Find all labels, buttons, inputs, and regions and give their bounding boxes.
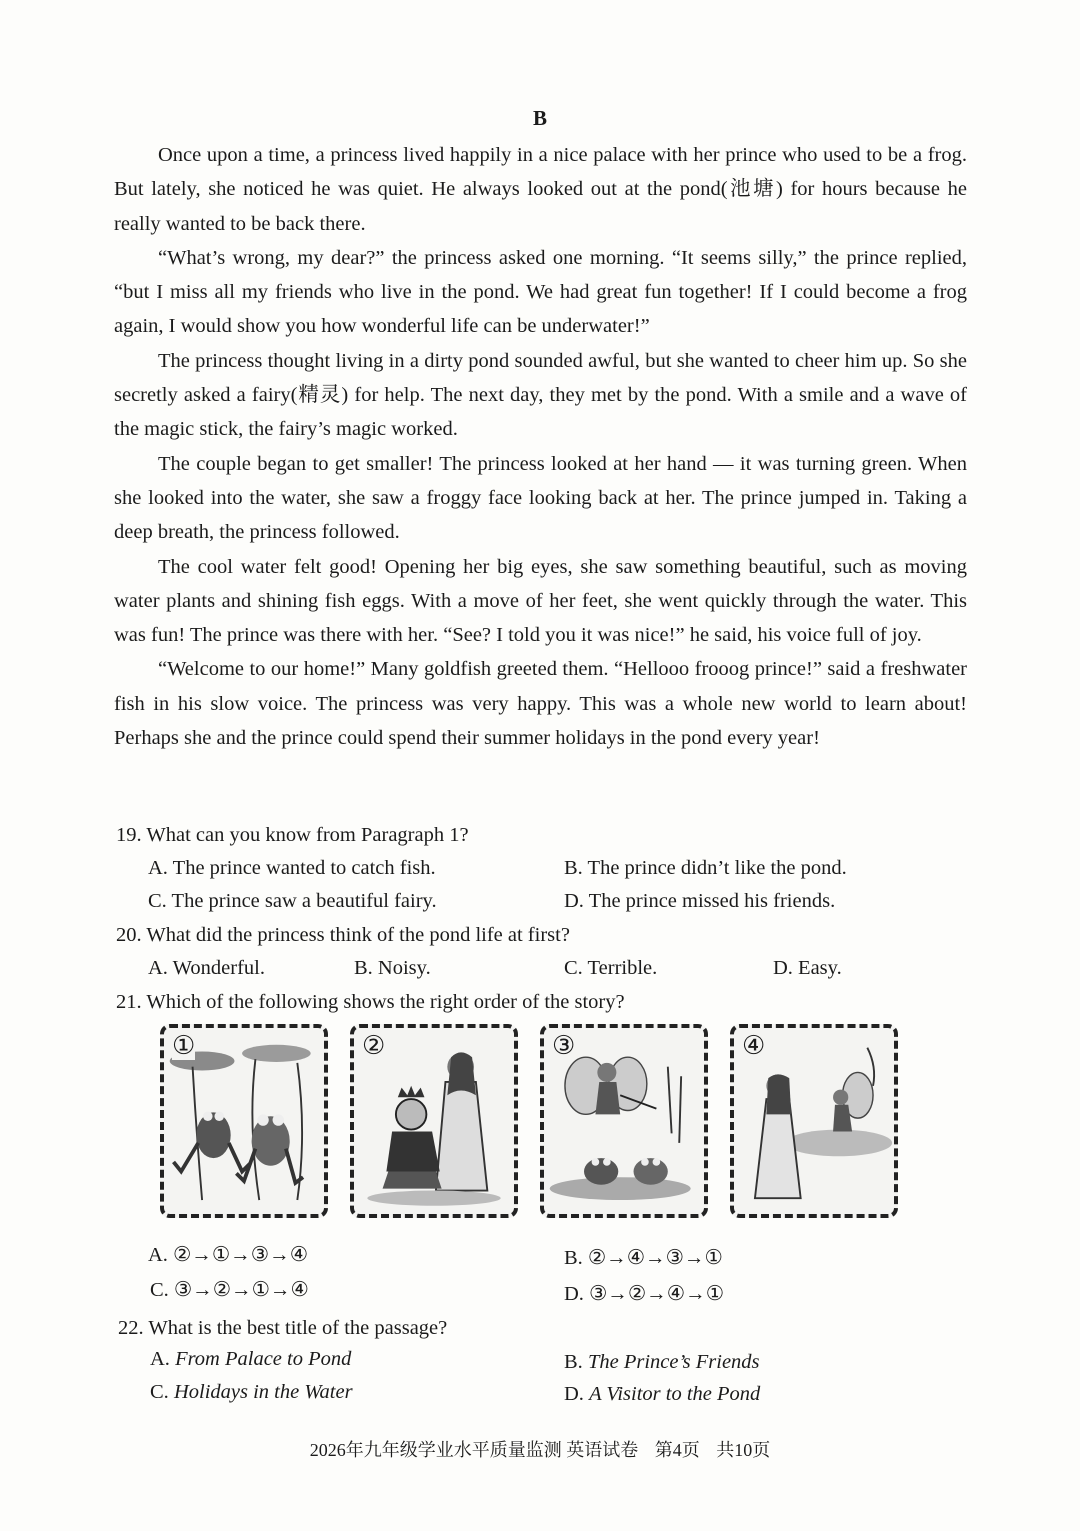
q19-option-c[interactable]: C. The prince saw a beautiful fairy. (148, 890, 437, 912)
q22-option-b[interactable] (564, 1347, 760, 1377)
q20-option-b[interactable]: B. Noisy. (354, 957, 431, 979)
q21-option-c[interactable]: C. ③→②→①→④ (150, 1279, 309, 1301)
q22-option-c[interactable] (150, 1377, 353, 1407)
q22-option-a-title: From Palace to Pond (175, 1348, 352, 1370)
q21-option-a[interactable]: A. ②→①→③→④ (148, 1244, 309, 1266)
q20-option-d[interactable]: D. Easy. (773, 957, 842, 979)
picture-4-number: ④ (742, 1031, 766, 1061)
q22-option-d-title: A Visitor to the Pond (589, 1383, 761, 1405)
picture-1-frogs (160, 1024, 328, 1218)
question-22-stem: 22. What is the best title of the passage? (118, 1317, 448, 1339)
q22-option-d-letter: D. (564, 1383, 584, 1405)
q20-option-a[interactable]: A. Wonderful. (148, 957, 265, 979)
picture-2-number: ② (362, 1031, 386, 1061)
q22-option-a[interactable] (150, 1344, 351, 1374)
footer-page-number: 第4页 (654, 1440, 700, 1460)
paragraph-5: The cool water felt good! Opening her big eyes, she saw something beautiful, such as moving water plants and shining fish eggs. With a move of her feet, she went quickly through the water. This was fun! The prince was there with her. “See? I told you it was nice!” he said, his voice full of joy. (114, 555, 967, 647)
q20-option-c[interactable]: C. Terrible. (564, 957, 658, 979)
paragraph-4: The couple began to get smaller! The princess looked at her hand — it was turning green. When she looked into the water, she saw a froggy face looking back at her. The prince jumped in. Taking a deep breath, the princess followed. (114, 452, 967, 544)
picture-1-number: ① (172, 1031, 196, 1061)
q22-option-b-letter: B. (564, 1351, 583, 1373)
paragraph-1: Once upon a time, a princess lived happily in a nice palace with her prince who used to be a frog. But lately, she noticed he was quiet. He always looked out at the pond(池塘) for hours because he really wanted to be back there. (114, 144, 967, 235)
paragraph-6: “Welcome to our home!” Many goldfish greeted them. “Hellooo frooog prince!” said a freshwater fish in his slow voice. The princess was very happy. This was a whole new world to learn about! Perhaps she and the prince could spend their summer holidays in the pond every year! (114, 658, 967, 750)
paragraph-3: The princess thought living in a dirty pond sounded awful, but she wanted to cheer him up. So she secretly asked a fairy(精灵) for help. The next day, they met by the pond. With a smile and a wave of the magic stick, the fairy’s magic worked. (114, 349, 967, 441)
footer-total-pages: 共10页 (716, 1440, 771, 1460)
paragraph-2: “What’s wrong, my dear?” the princess asked one morning. “It seems silly,” the prince replied, “but I miss all my friends who live in the pond. We had great fun together! If I could become a frog again, I would show you how wonderful life can be underwater!” (114, 246, 967, 338)
picture-2-prince-princess (350, 1024, 518, 1218)
q22-option-d[interactable] (564, 1379, 760, 1409)
section-heading: B (532, 106, 547, 130)
q22-option-b-title: The Prince’s Friends (587, 1351, 760, 1373)
picture-3-fairy-frogs (540, 1024, 708, 1218)
q19-option-d[interactable]: D. The prince missed his friends. (564, 890, 836, 912)
question-19-stem: 19. What can you know from Paragraph 1? (116, 824, 469, 846)
q22-option-c-title: Holidays in the Water (173, 1381, 353, 1403)
q21-option-b[interactable]: B. ②→④→③→① (564, 1247, 723, 1269)
reading-passage (114, 138, 967, 755)
page-footer (0, 1436, 1080, 1462)
picture-4-princess-fairy (730, 1024, 898, 1218)
story-pictures (160, 1024, 900, 1224)
q21-option-d[interactable]: D. ③→②→④→① (564, 1283, 725, 1305)
footer-exam-title: 2026年九年级学业水平质量监测 英语试卷 (309, 1440, 639, 1460)
question-21-stem: 21. Which of the following shows the right order of the story? (116, 991, 625, 1013)
q22-option-c-letter: C. (150, 1381, 169, 1403)
picture-3-number: ③ (552, 1031, 576, 1061)
q19-option-b[interactable]: B. The prince didn’t like the pond. (564, 857, 847, 879)
question-20-stem: 20. What did the princess think of the pond life at first? (116, 924, 570, 946)
q22-option-a-letter: A. (150, 1348, 170, 1370)
q19-option-a[interactable]: A. The prince wanted to catch fish. (148, 857, 436, 879)
